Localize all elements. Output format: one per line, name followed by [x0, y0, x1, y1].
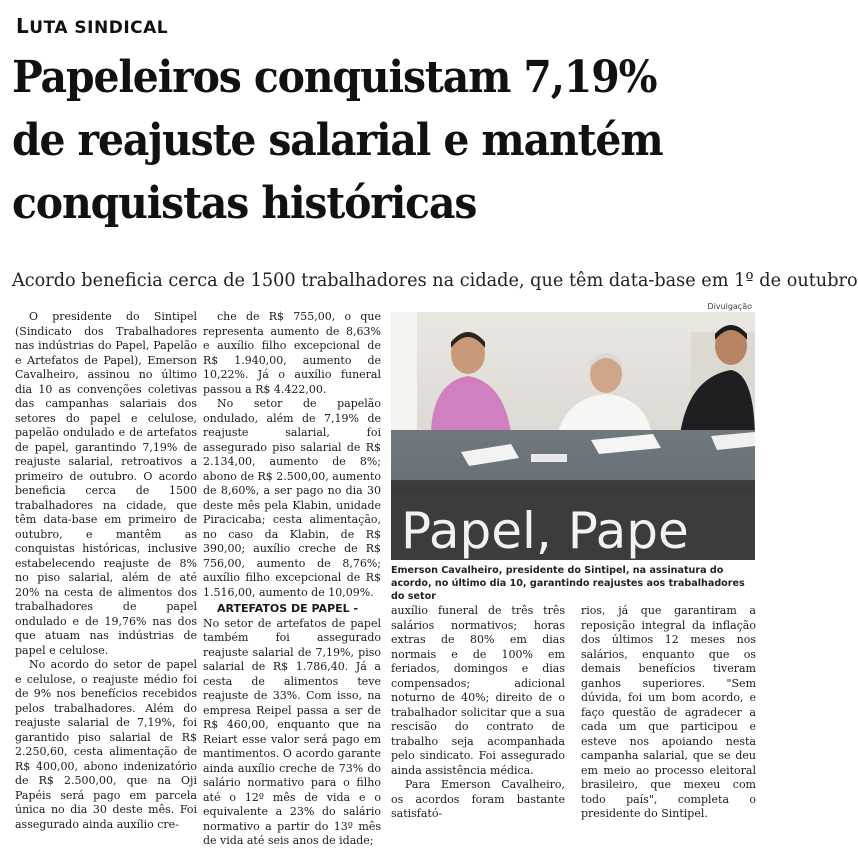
paragraph: che de R$ 755,00, o que representa aumento de 8,63% e auxílio filho excepcional de R$ 1.940,00, aumento de 10,22%. Já o auxílio funeral passou a R$ 4.422,00. [203, 310, 381, 396]
article-column-4 [581, 604, 756, 820]
photo-illustration [391, 312, 755, 560]
paragraph: No setor de artefatos de papel também foi assegurado reajuste salarial de 7,19%, piso salarial de R$ 1.786,40. Já a cesta de alimentos teve reajuste de 33%. Com isso, na empresa Reipel passa a ser de R$ 460,00, enquanto que na Reiart esse valor será pago em mantimentos. O acordo garante ainda auxílio creche de 73% do salário normativo para o filho até o 12º mês de vida e o equivalente a 23% do salário normativo a partir do 13º mês de vida até seis anos de idade; [203, 616, 381, 847]
photo-caption: Emerson Cavalheiro, presidente do Sintipel, na assinatura do acordo, no último dia 10, garantindo reajustes aos trabalhadores do setor [391, 565, 745, 602]
news-photo [391, 312, 755, 560]
paragraph: No setor de papelão ondulado, além de 7,19% de reajuste salarial, foi assegurado piso salarial de R$ 2.134,00, aumento de 8%; abono de R$ 2.500,00, aumento de 8,60%, a ser pago no dia 30 deste mês pela Klabin, unidade Piracicaba; cesta alimentação, no caso da Klabin, de R$ 390,00; auxílio creche de R$ 756,00, aumento de 8,76%; auxílio filho excepcional de R$ 1.516,00, aumento de 10,09%. [203, 397, 381, 599]
section-tag [16, 14, 168, 38]
headline-line-1: Papeleiros conquistam 7,19% [12, 52, 657, 103]
article-column-2 [203, 310, 381, 847]
paragraph: rios, já que garantiram a reposição integral da inflação dos últimos 12 meses nos salários, enquanto que os demais benefícios tiveram ganhos superiores. "Sem dúvida, foi um bom acordo, e faço questão de agradecer a cada um que participou e esteve nos apoiando nesta campanha salarial, que se deu em meio ao processo eleitoral brasileiro, que mexeu com todo país", completa o presidente do Sintipel. [581, 604, 756, 820]
paragraph: No acordo do setor de papel e celulose, o reajuste médio foi de 9% nos benefícios recebidos pelos trabalhadores. Além do reajuste salarial de 7,19%, foi garantido piso salarial de R$ 2.250,60, cesta alimentação de R$ 400,00, abono indenizatório de R$ 2.500,00, que na Oji Papéis será pago em parcela única no dia 30 deste mês. Foi assegurado ainda auxílio cre- [15, 658, 197, 831]
paragraph: Para Emerson Cavalheiro, os acordos foram bastante satisfató- [391, 778, 565, 820]
article-column-1 [15, 310, 197, 831]
section-tag-rest: UTA SINDICAL [29, 18, 169, 38]
article-column-3 [391, 604, 565, 820]
headline-line-2: de reajuste salarial e mantém [12, 115, 663, 166]
photo-credit: Divulgação [707, 302, 752, 311]
paragraph: auxílio funeral de três três salários normativos; horas extras de 80% em dias normais e de 100% em feriados, domingos e dias compensados; adicional noturno de 40%; direito de o trabalhador solicitar que a sua rescisão do contrato de trabalho seja acompanhada pelo sindicato. Foi assegurado ainda assistência médica. [391, 604, 565, 777]
subsection-heading: ARTEFATOS DE PAPEL - [217, 602, 359, 615]
banner-text: Papel, Pape [401, 502, 689, 560]
paragraph: O presidente do Sintipel (Sindicato dos Trabalhadores nas indústrias do Papel, Papelão e Artefatos de Papel), Emerson Cavalheiro, assinou no último dia 10 as convenções coletivas das campanhas salariais dos setores do papel e celulose, papelão ondulado e de artefatos de papel, garantindo 7,19% de reajuste salarial, retroativos a primeiro de outubro. O acordo beneficia cerca de 1500 trabalhadores na cidade, que têm data-base em primeiro de outubro, e mantêm as conquistas históricas, inclusive estabelecendo reajuste de 8% no piso salarial, além de até 20% na cesta de alimentos dos trabalhadores de papel ondulado e de 19,76% nas dos que atuam nas indústrias de papel e celulose. [15, 310, 197, 657]
headline-line-3: conquistas históricas [12, 178, 477, 229]
section-tag-initial: L [16, 14, 30, 38]
subheadline: Acordo beneficia cerca de 1500 trabalhadores na cidade, que têm data-base em 1º de outubro [12, 269, 858, 291]
headline [12, 46, 711, 235]
